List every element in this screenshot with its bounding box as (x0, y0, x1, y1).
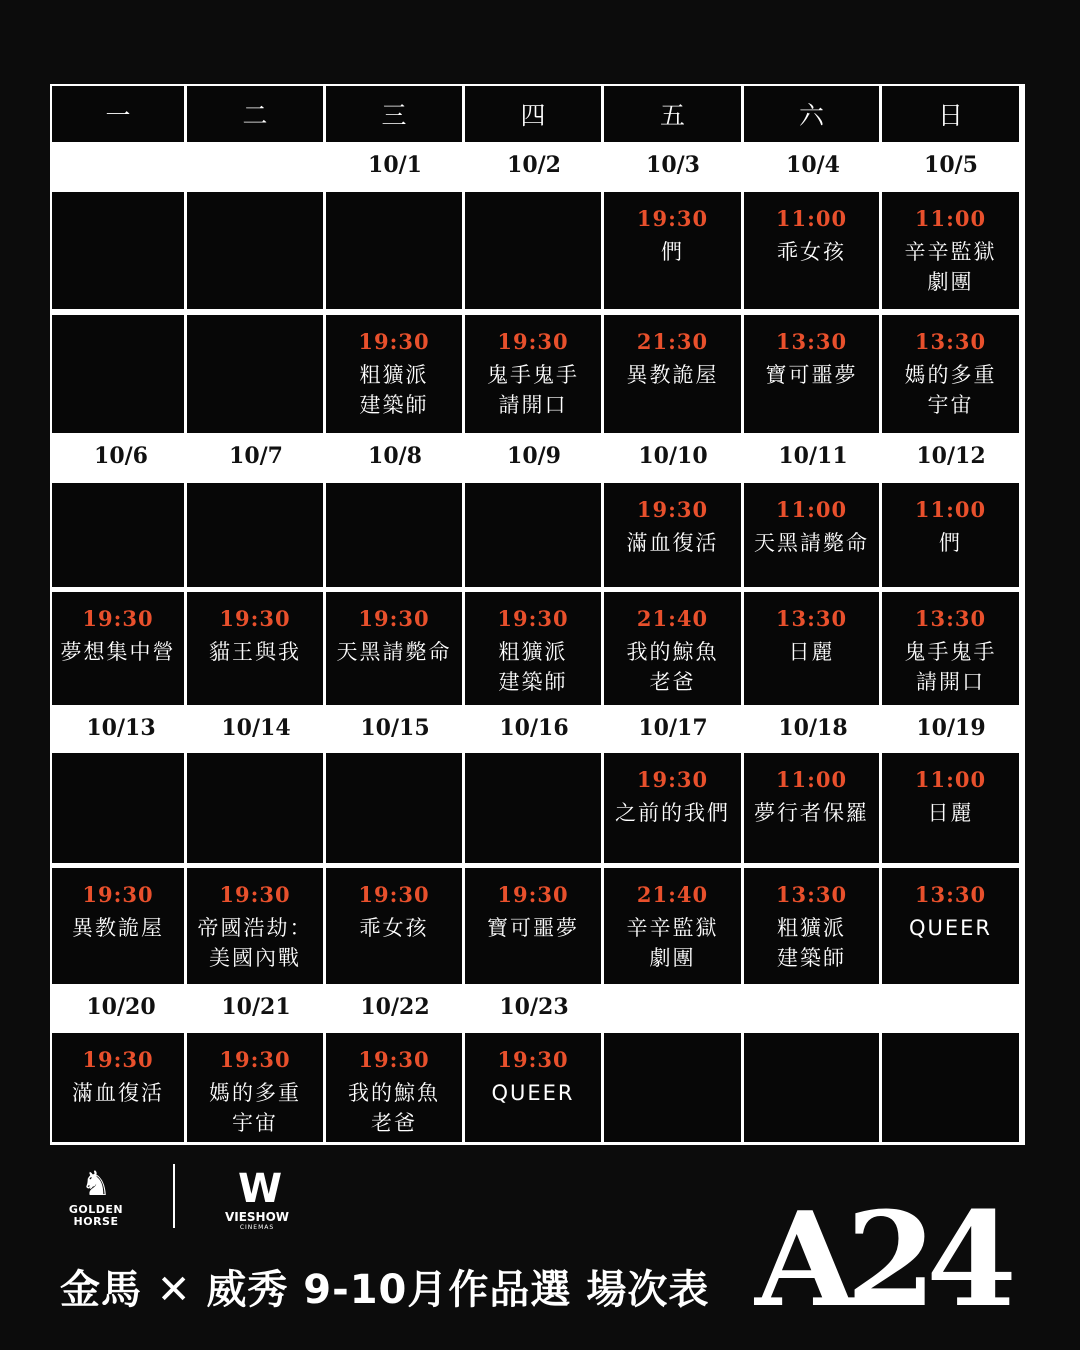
film-title: 異教詭屋 (626, 363, 719, 387)
film-title: 粗獷派 建築師 (777, 916, 846, 970)
film-title: 我的鯨魚 老爸 (626, 640, 719, 694)
date-label: 10/21 (221, 994, 291, 1020)
screening-cell (882, 192, 1019, 309)
vieshow-w-icon: W (237, 1166, 277, 1212)
screening-cell (465, 868, 601, 984)
weekday-header (187, 86, 323, 142)
screening-cell (604, 592, 741, 705)
screening-cell (882, 868, 1019, 984)
screening-time: 19:30 (497, 606, 569, 631)
golden-horse-line2: HORSE (73, 1215, 119, 1228)
date-label: 10/23 (499, 994, 569, 1020)
screening-time: 11:00 (914, 767, 987, 792)
screening-cell (604, 192, 741, 309)
screening-cell (465, 315, 601, 433)
weekday-label: 一 (105, 101, 131, 130)
film-title: 異教詭屋 (72, 916, 164, 940)
date-label: 10/15 (360, 715, 430, 741)
weekday-header (744, 86, 879, 142)
screening-time: 19:30 (636, 767, 709, 792)
screening-time: 13:30 (914, 882, 987, 907)
screening-time: 13:30 (914, 329, 987, 354)
date-label: 10/22 (360, 994, 430, 1020)
screening-cell (744, 483, 879, 587)
film-title: 媽的多重 宇宙 (209, 1081, 301, 1135)
date-label: 10/9 (507, 443, 561, 469)
screening-cell (187, 592, 323, 705)
screening-time: 19:30 (82, 606, 154, 631)
date-label: 10/13 (86, 715, 156, 741)
empty-cell (187, 315, 323, 433)
film-title: QUEER (908, 916, 993, 940)
logo-divider (173, 1164, 175, 1228)
date-label: 10/20 (86, 994, 156, 1020)
screening-cell (465, 1033, 601, 1142)
film-title: 乖女孩 (359, 916, 429, 940)
film-title: 日麗 (927, 801, 974, 825)
weekday-label: 六 (798, 101, 824, 130)
film-title: 帝國浩劫： 美國內戰 (197, 916, 313, 970)
golden-horse-logo (60, 1164, 132, 1234)
weekday-label: 五 (659, 101, 685, 130)
empty-cell (52, 315, 184, 433)
screening-time: 19:30 (219, 882, 291, 907)
screening-time: 19:30 (219, 606, 291, 631)
screening-time: 13:30 (914, 606, 987, 631)
vieshow-logo (218, 1168, 296, 1232)
film-title: 寶可噩夢 (765, 363, 858, 387)
date-label: 10/11 (778, 443, 848, 469)
date-label: 10/17 (638, 715, 708, 741)
date-label: 10/14 (221, 715, 291, 741)
date-label: 10/12 (916, 443, 986, 469)
film-title: 粗獷派 建築師 (498, 640, 568, 694)
film-title: 鬼手鬼手 請開口 (487, 363, 579, 417)
weekday-label: 日 (937, 101, 963, 130)
film-title: QUEER (491, 1081, 575, 1105)
film-title: 夢行者保羅 (754, 801, 869, 825)
screening-time: 11:00 (775, 767, 848, 792)
screening-cell (744, 192, 879, 309)
screening-cell (52, 868, 184, 984)
empty-cell (187, 753, 323, 863)
film-title: 滿血復活 (626, 531, 719, 555)
film-title: 之前的我們 (615, 801, 730, 825)
screening-cell (744, 592, 879, 705)
film-title: 們 (661, 240, 684, 264)
screening-cell (882, 753, 1019, 863)
film-title: 貓王與我 (209, 640, 301, 664)
schedule-subtitle: 金馬 ✕ 威秀 9-10月作品選 場次表 (60, 1267, 710, 1313)
empty-cell (465, 753, 601, 863)
screening-time: 19:30 (82, 1047, 154, 1072)
screening-cell (52, 592, 184, 705)
vieshow-name: VIESHOW (224, 1210, 290, 1224)
screening-time: 19:30 (497, 882, 569, 907)
screening-time: 19:30 (497, 329, 569, 354)
screening-cell (326, 315, 462, 433)
date-label: 10/2 (507, 152, 561, 178)
date-label: 10/10 (638, 443, 708, 469)
screening-time: 13:30 (775, 606, 848, 631)
screening-time: 11:00 (914, 497, 987, 522)
empty-cell (326, 753, 462, 863)
film-title: 天黑請斃命 (754, 531, 869, 555)
a24-logo: A24 (755, 1183, 1007, 1336)
weekday-header (52, 86, 184, 142)
screening-cell (604, 483, 741, 587)
screening-cell (744, 315, 879, 433)
weekday-header (326, 86, 462, 142)
screening-time: 19:30 (358, 606, 430, 631)
screening-time: 21:40 (636, 606, 709, 631)
weekday-header (465, 86, 601, 142)
film-title: 寶可噩夢 (487, 916, 579, 940)
date-label: 10/7 (229, 443, 283, 469)
empty-cell (326, 192, 462, 309)
screening-time: 11:00 (775, 497, 848, 522)
empty-cell (744, 1033, 879, 1142)
film-title: 夢想集中營 (60, 640, 176, 664)
film-title: 們 (939, 531, 962, 555)
empty-cell (465, 192, 601, 309)
date-label: 10/8 (368, 443, 422, 469)
empty-cell (187, 483, 323, 587)
film-title: 滿血復活 (72, 1081, 164, 1105)
screening-time: 13:30 (775, 329, 848, 354)
weekday-label: 三 (381, 101, 407, 130)
screening-time: 19:30 (358, 882, 430, 907)
empty-cell (326, 483, 462, 587)
date-label: 10/4 (786, 152, 840, 178)
screening-time: 19:30 (636, 206, 709, 231)
screening-cell (52, 1033, 184, 1142)
screening-cell (882, 315, 1019, 433)
schedule-grid (50, 84, 1025, 1145)
screening-cell (187, 1033, 323, 1142)
screening-time: 11:00 (775, 206, 848, 231)
date-label: 10/5 (924, 152, 978, 178)
weekday-header (882, 86, 1019, 142)
film-title: 我的鯨魚 老爸 (348, 1081, 440, 1135)
screening-cell (744, 753, 879, 863)
film-title: 日麗 (788, 640, 835, 664)
golden-horse-line1: GOLDEN (68, 1203, 124, 1216)
screening-cell (744, 868, 879, 984)
screening-cell (326, 592, 462, 705)
screening-time: 19:30 (497, 1047, 569, 1072)
screening-time: 19:30 (358, 329, 430, 354)
film-title: 鬼手鬼手 請開口 (904, 640, 997, 694)
empty-cell (52, 483, 184, 587)
screening-time: 19:30 (358, 1047, 430, 1072)
date-label: 10/3 (646, 152, 700, 178)
empty-cell (52, 192, 184, 309)
screening-cell (604, 753, 741, 863)
screening-cell (604, 868, 741, 984)
screening-time: 13:30 (775, 882, 848, 907)
footer (0, 1150, 1080, 1350)
weekday-label: 四 (520, 101, 546, 130)
empty-cell (465, 483, 601, 587)
vieshow-sub: CINEMAS (239, 1224, 275, 1231)
empty-cell (52, 753, 184, 863)
screening-cell (604, 315, 741, 433)
date-label: 10/19 (916, 715, 986, 741)
date-label: 10/1 (368, 152, 422, 178)
date-label: 10/6 (94, 443, 148, 469)
weekday-label: 二 (242, 101, 268, 130)
empty-cell (882, 1033, 1019, 1142)
screening-cell (326, 1033, 462, 1142)
screening-time: 21:40 (636, 882, 709, 907)
date-label: 10/16 (499, 715, 569, 741)
screening-cell (187, 868, 323, 984)
film-title: 媽的多重 宇宙 (904, 363, 997, 417)
film-title: 天黑請斃命 (336, 640, 452, 664)
date-label: 10/18 (778, 715, 848, 741)
screening-time: 19:30 (82, 882, 154, 907)
screening-time: 19:30 (219, 1047, 291, 1072)
horse-head-icon: ♞ (80, 1164, 112, 1204)
screening-cell (882, 592, 1019, 705)
screening-cell (882, 483, 1019, 587)
screening-cell (465, 592, 601, 705)
film-title: 粗獷派 建築師 (359, 363, 429, 417)
empty-cell (604, 1033, 741, 1142)
screening-time: 19:30 (636, 497, 709, 522)
screening-cell (326, 868, 462, 984)
film-title: 辛辛監獄 劇團 (904, 240, 997, 294)
screening-time: 11:00 (914, 206, 987, 231)
screening-time: 21:30 (636, 329, 709, 354)
empty-cell (187, 192, 323, 309)
weekday-header (604, 86, 741, 142)
film-title: 辛辛監獄 劇團 (626, 916, 719, 970)
film-title: 乖女孩 (777, 240, 846, 264)
